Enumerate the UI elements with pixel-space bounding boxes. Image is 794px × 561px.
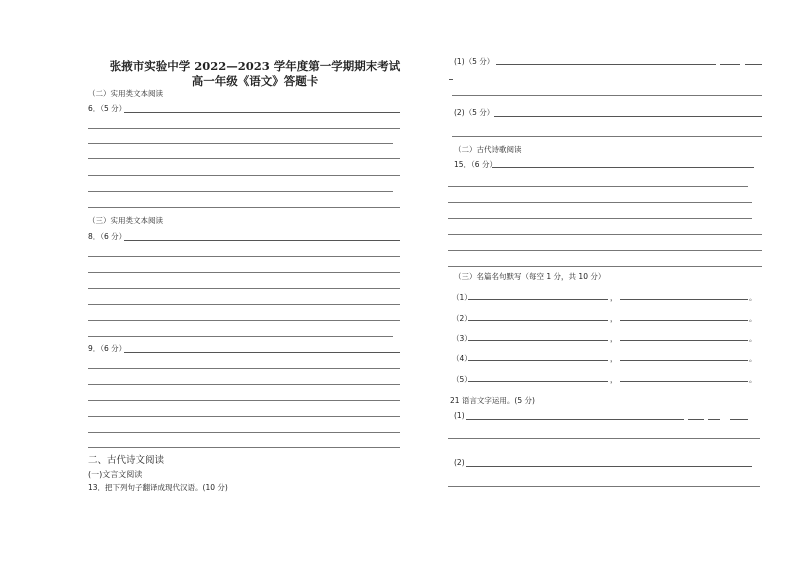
section-practical-reading-2: （二）实用类文本阅读 (88, 89, 163, 98)
answer-line[interactable] (88, 191, 393, 192)
answer-line[interactable] (494, 116, 762, 117)
question-21-1-label: (1) (454, 411, 465, 420)
answer-line[interactable] (88, 447, 400, 448)
comma: ， (610, 293, 618, 302)
answer-line[interactable] (88, 272, 400, 273)
exam-subtitle: 高一年级《语文》答题卡 (191, 74, 319, 88)
blank-line[interactable] (468, 340, 608, 341)
answer-line[interactable] (88, 175, 400, 176)
blank-line[interactable] (468, 360, 608, 361)
blank-line[interactable] (468, 320, 608, 321)
answer-line[interactable] (88, 143, 393, 144)
blank-line[interactable] (620, 340, 748, 341)
question-13-label: 13．把下列句子翻译成现代汉语。(10 分) (88, 483, 228, 492)
section-classical-chinese: (一)文言文阅读 (88, 470, 143, 479)
answer-line[interactable] (466, 419, 684, 420)
answer-line-stub (449, 79, 453, 80)
question-r1-label: (1)（5 分） (454, 57, 495, 66)
answer-line[interactable] (88, 128, 400, 129)
section-famous-quotes: （三）名篇名句默写（每空 1 分，共 10 分） (454, 272, 606, 281)
answer-line[interactable] (448, 250, 762, 251)
blank-line[interactable] (468, 299, 608, 300)
answer-line[interactable] (88, 400, 400, 401)
blank-row-number: （1） (452, 293, 472, 302)
blank-row-number: （3） (452, 334, 472, 343)
period: 。 (749, 314, 757, 323)
answer-line[interactable] (124, 240, 400, 241)
question-8-label: 8．（6 分） (88, 232, 127, 241)
blank-row-number: （2） (452, 314, 472, 323)
blank-row-number: （4） (452, 354, 472, 363)
blank-line[interactable] (620, 360, 748, 361)
answer-line[interactable] (745, 64, 762, 65)
answer-line[interactable] (492, 167, 754, 168)
answer-line[interactable] (466, 466, 752, 467)
answer-line[interactable] (730, 419, 748, 420)
answer-line[interactable] (88, 207, 400, 208)
period: 。 (749, 334, 757, 343)
blank-line[interactable] (620, 299, 748, 300)
blank-line[interactable] (620, 381, 748, 382)
question-r2-label: (2)（5 分） (454, 108, 495, 117)
answer-line[interactable] (448, 202, 752, 203)
question-21-2-label: (2) (454, 458, 465, 467)
comma: ， (610, 375, 618, 384)
question-21-label: 21 语言文字运用。(5 分) (450, 396, 535, 405)
period: 。 (749, 354, 757, 363)
answer-line[interactable] (88, 336, 393, 337)
answer-line[interactable] (88, 416, 400, 417)
answer-line[interactable] (448, 218, 752, 219)
comma: ， (610, 334, 618, 343)
answer-line[interactable] (88, 158, 400, 159)
answer-line[interactable] (88, 432, 400, 433)
answer-line[interactable] (124, 352, 400, 353)
question-15-label: 15．（6 分） (454, 160, 497, 169)
answer-line[interactable] (452, 136, 762, 137)
answer-line[interactable] (88, 288, 400, 289)
answer-line[interactable] (688, 419, 704, 420)
answer-line[interactable] (448, 266, 762, 267)
comma: ， (610, 314, 618, 323)
answer-line[interactable] (448, 234, 762, 235)
blank-line[interactable] (620, 320, 748, 321)
blank-line[interactable] (468, 381, 608, 382)
comma: ， (610, 354, 618, 363)
answer-line[interactable] (88, 256, 400, 257)
answer-line[interactable] (448, 186, 748, 187)
section-classical-poetry: （二）古代诗歌阅读 (454, 145, 522, 154)
question-9-label: 9．（6 分） (88, 344, 127, 353)
answer-line[interactable] (88, 368, 400, 369)
section-practical-reading-3: （三）实用类文本阅读 (88, 216, 163, 225)
period: 。 (749, 375, 757, 384)
answer-line[interactable] (452, 95, 762, 96)
answer-line[interactable] (88, 304, 400, 305)
answer-line[interactable] (448, 486, 760, 487)
answer-line[interactable] (448, 438, 760, 439)
period: 。 (749, 293, 757, 302)
answer-line[interactable] (496, 64, 716, 65)
exam-title: 张掖市实验中学 2022—2023 学年度第一学期期末考试 (109, 59, 401, 73)
section-classical-poetry-prose: 二、古代诗文阅读 (88, 455, 165, 466)
answer-line[interactable] (88, 320, 400, 321)
answer-line[interactable] (124, 112, 400, 113)
answer-line[interactable] (88, 384, 400, 385)
question-6-label: 6．（5 分） (88, 104, 127, 113)
blank-row-number: （5） (452, 375, 472, 384)
answer-line[interactable] (720, 64, 740, 65)
answer-line[interactable] (708, 419, 720, 420)
